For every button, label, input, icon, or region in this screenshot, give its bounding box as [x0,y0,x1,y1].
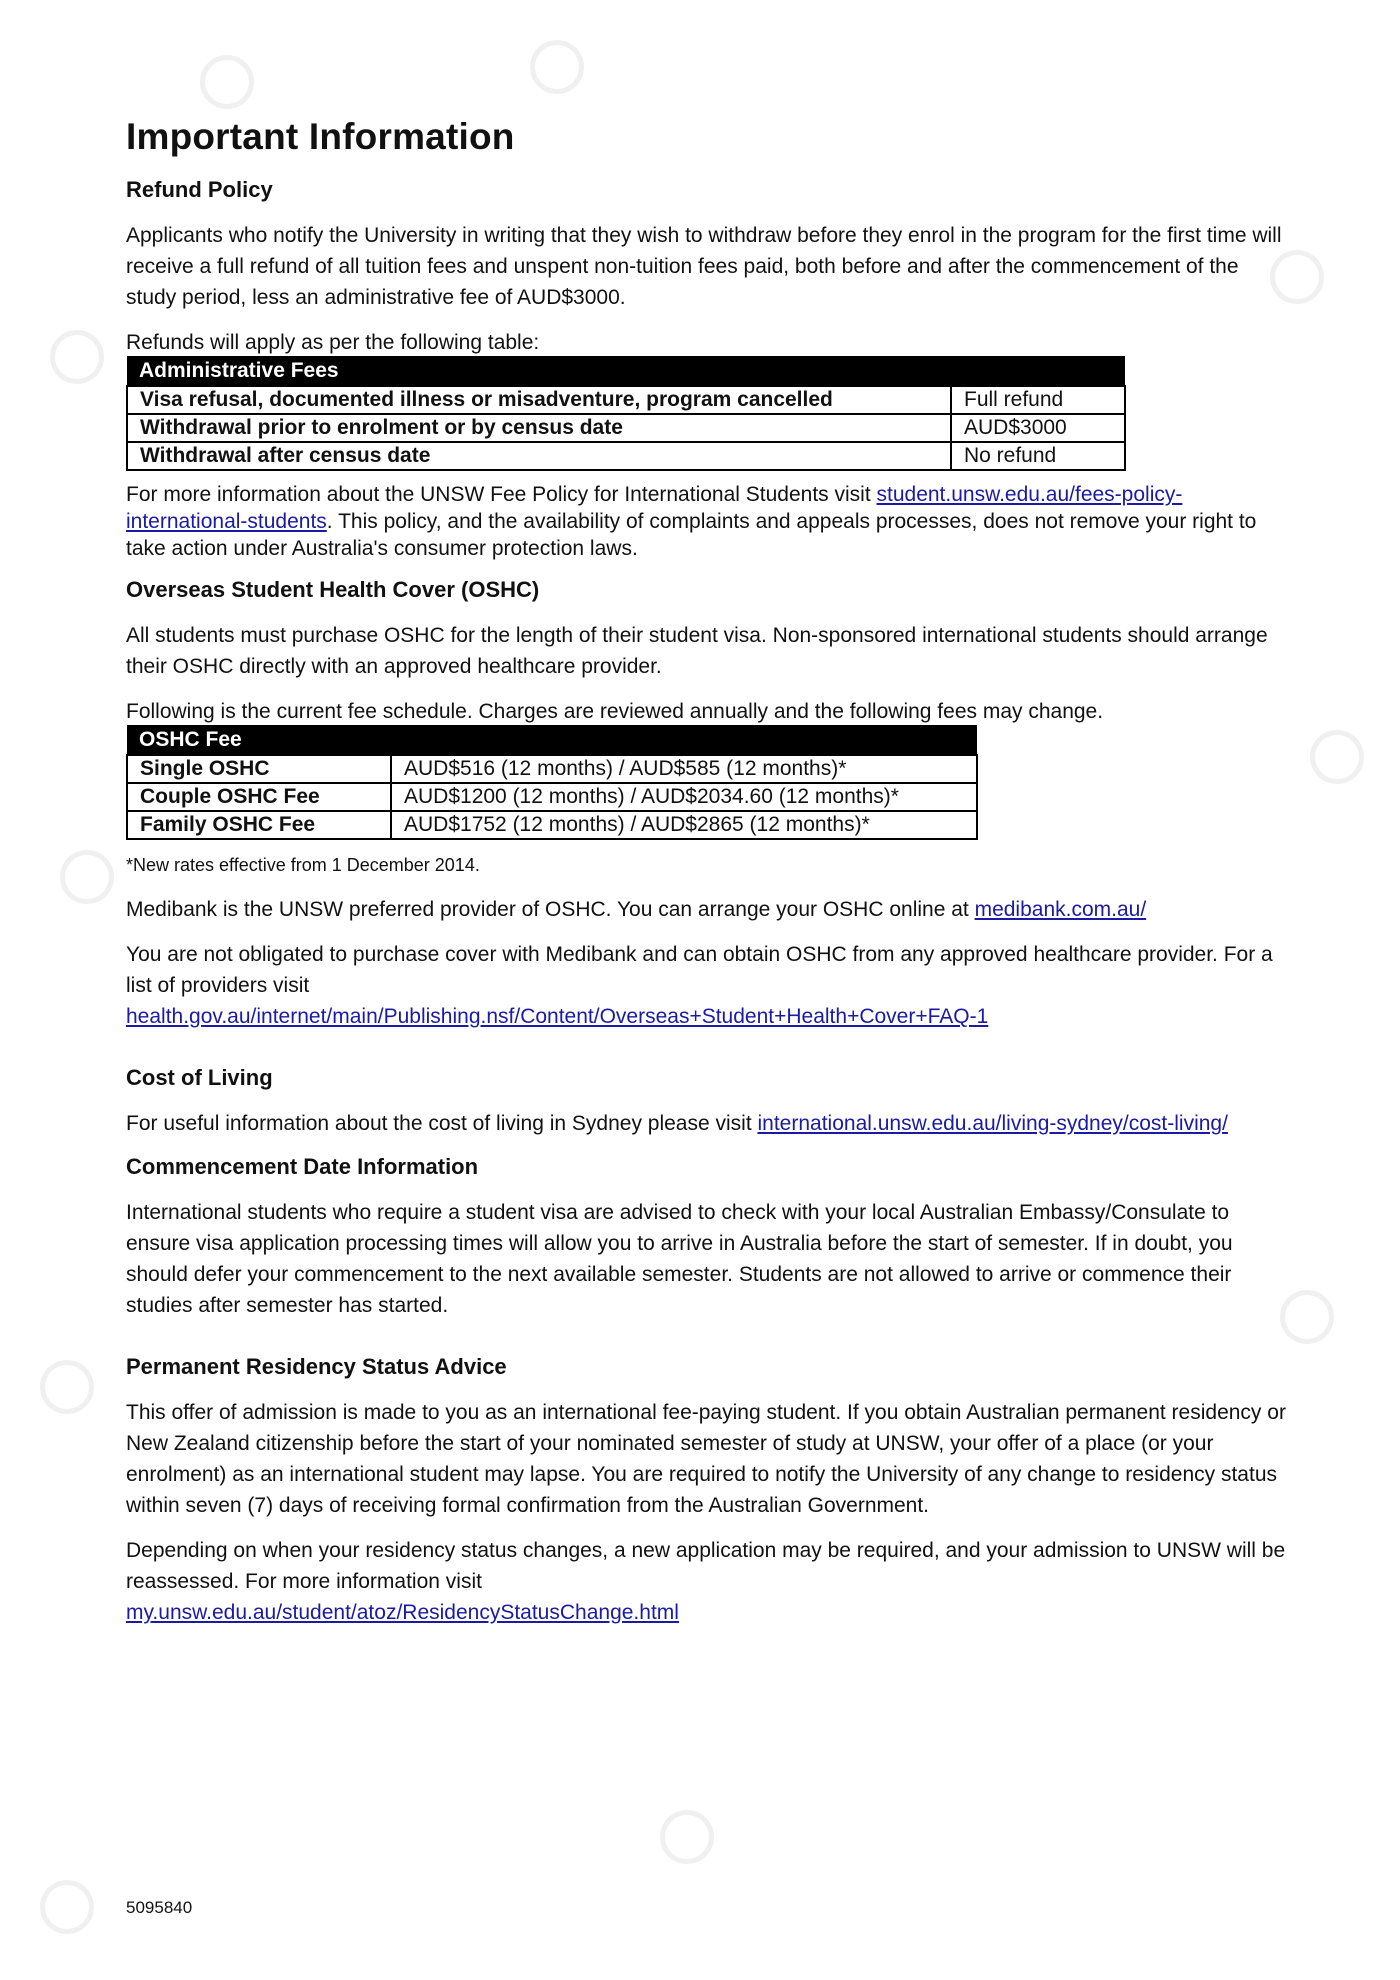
table-cell-label: Family OSHC Fee [127,811,391,839]
fee-policy-text-tail: . This policy, and the availability of complaints and appeals processes, does not remove your right to take action under Australia's consumer protection laws. [126,510,1257,560]
table-cell-value: Full refund [951,386,1125,414]
table-cell-value: No refund [951,442,1125,470]
table-cell-label: Withdrawal after census date [127,442,951,470]
table-cell-value: AUD$1200 (12 months) / AUD$2034.60 (12 months)* [391,783,977,811]
watermark-icon [1280,1290,1334,1344]
watermark-icon [40,1880,94,1934]
table-cell-label: Single OSHC [127,755,391,783]
oshc-heading: Overseas Student Health Cover (OSHC) [126,577,540,602]
refund-table-intro: Refunds will apply as per the following table: [126,331,540,354]
providers-text: You are not obligated to purchase cover with Medibank and can obtain OSHC from any approved healthcare provider. For a list of providers visit [126,943,1273,997]
residency-heading: Permanent Residency Status Advice [126,1354,507,1379]
table-row [127,783,977,811]
page-title: Important Information [126,116,515,157]
residency-paragraph: This offer of admission is made to you as an international fee-paying student. If you obtain Australian permanent residency or New Zealand citizenship before the start of your nominated semester of study at UNSW, your offer of a place (or your enrolment) as an international student may lapse. You are required to notify the University of any change to residency status within seven (7) days of receiving formal confirmation from the Australian Government. [126,1401,1286,1517]
oshc-section [126,576,1286,1032]
table-cell-value: AUD$1752 (12 months) / AUD$2865 (12 months)* [391,811,977,839]
watermark-icon [50,330,104,384]
administrative-fees-table [126,356,1126,471]
commencement-heading: Commencement Date Information [126,1154,479,1179]
providers-link[interactable]: health.gov.au/internet/main/Publishing.nsf/Content/Overseas+Student+Health+Cover+FAQ-1 [126,1005,989,1028]
watermark-icon [1310,730,1364,784]
table-header: OSHC Fee [127,725,977,755]
table-cell-label: Withdrawal prior to enrolment or by census date [127,414,951,442]
refund-policy-heading: Refund Policy [126,177,273,202]
cost-of-living-paragraph [126,1108,1286,1139]
cost-of-living-heading: Cost of Living [126,1065,273,1090]
fee-policy-text: For more information about the UNSW Fee Policy for International Students visit [126,483,877,506]
oshc-paragraph: All students must purchase OSHC for the length of their student visa. Non-sponsored international students should arrange their OSHC directly with an approved healthcare provider. [126,624,1268,678]
cost-of-living-section [126,1064,1286,1139]
oshc-fee-intro: Following is the current fee schedule. Charges are reviewed annually and the following fees may change. [126,700,1104,723]
table-cell-value: AUD$516 (12 months) / AUD$585 (12 months)* [391,755,977,783]
medibank-text: Medibank is the UNSW preferred provider of OSHC. You can arrange your OSHC online at [126,898,975,921]
oshc-fee-table [126,725,978,840]
refund-policy-section [126,176,1286,562]
fee-policy-link[interactable]: student.unsw.edu.au/fees-policy-international-students [126,483,1183,533]
fee-policy-paragraph [126,481,1286,562]
watermark-icon [40,1360,94,1414]
table-cell-value: AUD$3000 [951,414,1125,442]
document-body [126,176,1286,1642]
commencement-section [126,1153,1286,1321]
table-row [127,755,977,783]
medibank-link[interactable]: medibank.com.au/ [974,898,1147,921]
watermark-icon [530,40,584,94]
table-header: Administrative Fees [127,356,1125,386]
table-row [127,414,1125,442]
providers-paragraph [126,939,1286,1032]
cost-of-living-text: For useful information about the cost of living in Sydney please visit [126,1112,758,1135]
refund-policy-paragraph: Applicants who notify the University in writing that they wish to withdraw before they enrol in the program for the first time will receive a full refund of all tuition fees and unspent non-tuition fees paid, both before and after the commencement of the study period, less an administrative fee of AUD$3000. [126,224,1282,309]
table-cell-label: Visa refusal, documented illness or misadventure, program cancelled [127,386,951,414]
watermark-icon [60,850,114,904]
document-code: 5095840 [126,1898,193,1917]
medibank-paragraph [126,894,1286,925]
table-row [127,386,1125,414]
watermark-icon [660,1810,714,1864]
residency-info-paragraph [126,1535,1286,1628]
table-row [127,442,1125,470]
residency-link[interactable]: my.unsw.edu.au/student/atoz/ResidencyStatusChange.html [126,1601,679,1624]
residency-section [126,1353,1286,1628]
residency-info-text: Depending on when your residency status changes, a new application may be required, and your admission to UNSW will be reassessed. For more information visit [126,1539,1286,1593]
table-row [127,811,977,839]
commencement-paragraph: International students who require a student visa are advised to check with your local Australian Embassy/Consulate to ensure visa application processing times will allow you to arrive in Australia before the start of semester. If in doubt, you should defer your commencement to the next available semester. Students are not allowed to arrive or commence their studies after semester has started. [126,1201,1233,1317]
oshc-rates-note: *New rates effective from 1 December 2014. [126,855,480,875]
cost-of-living-link[interactable]: international.unsw.edu.au/living-sydney/cost-living/ [757,1112,1228,1135]
table-cell-label: Couple OSHC Fee [127,783,391,811]
watermark-icon [200,55,254,109]
